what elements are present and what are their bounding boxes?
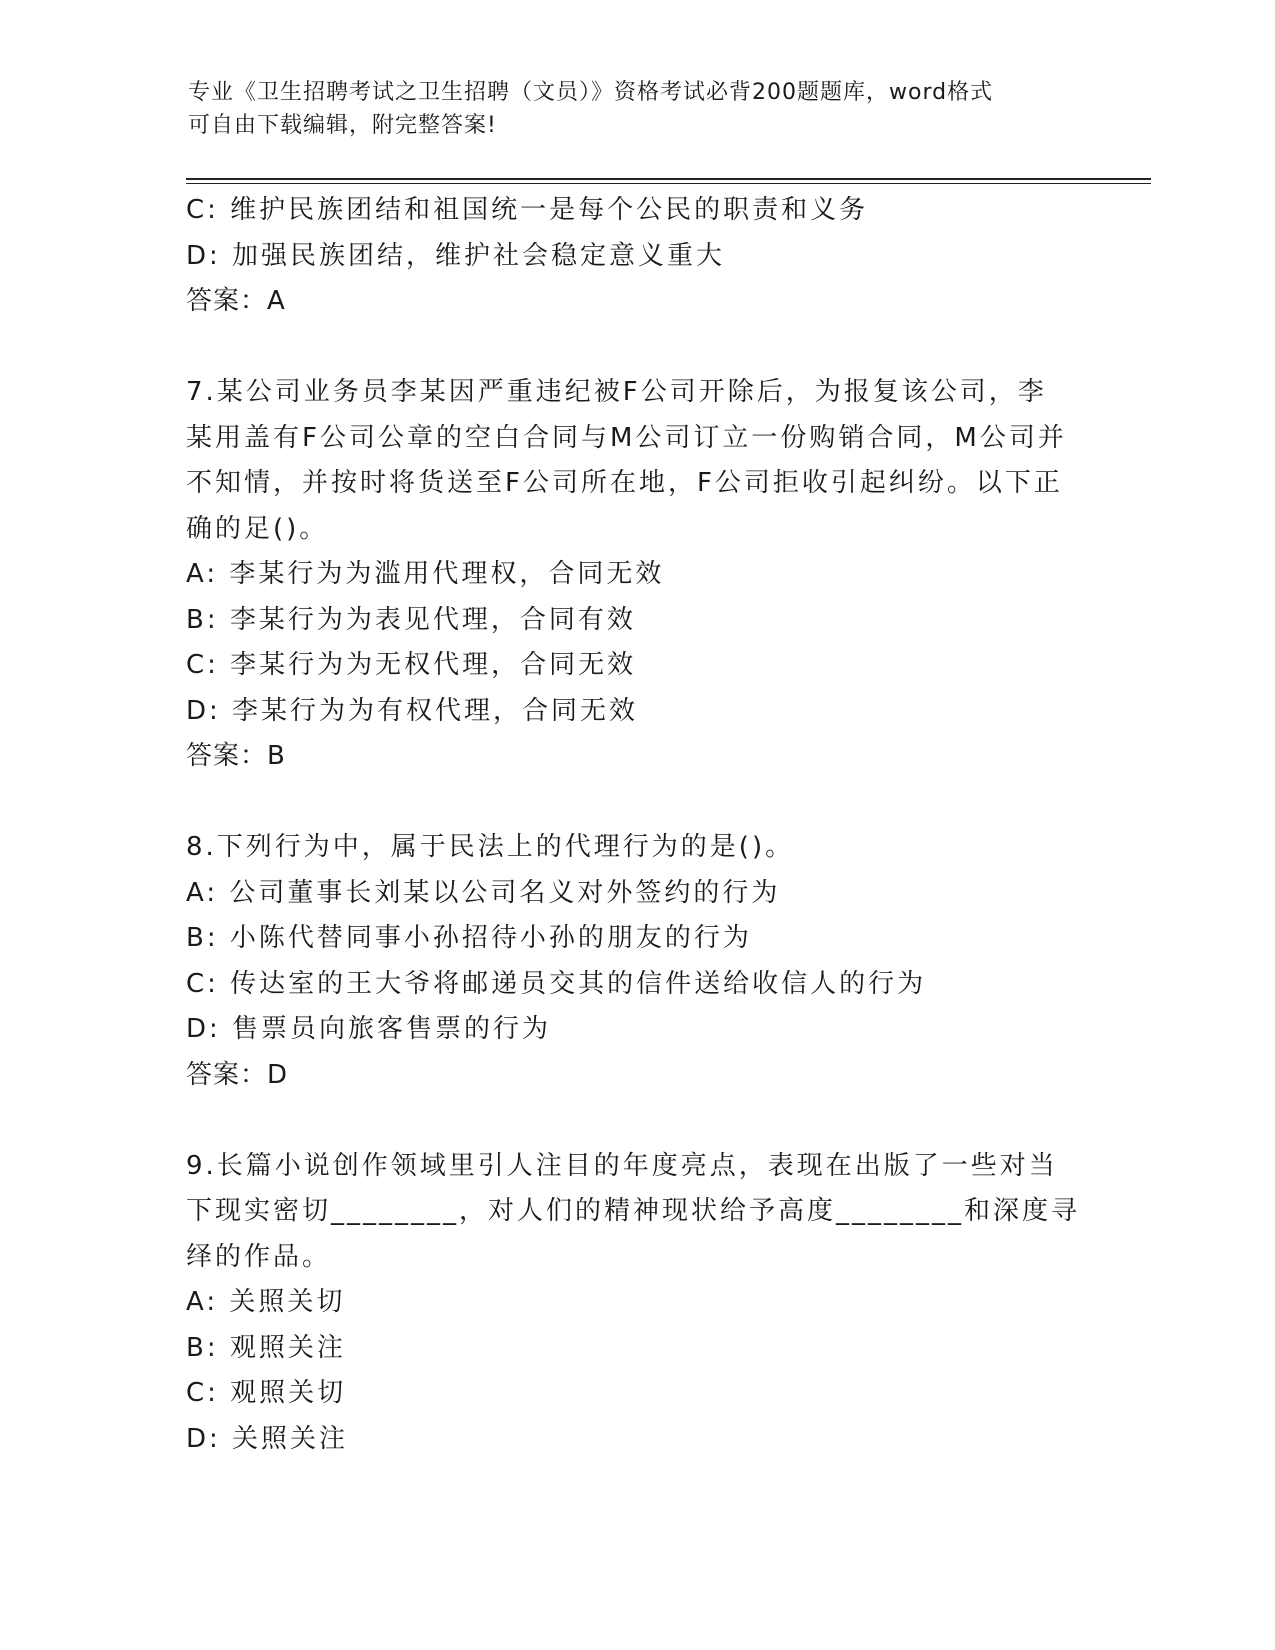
question-6 bbox=[186, 188, 1086, 325]
option-a: A: 公司董事长刘某以公司名义对外签约的行为 bbox=[186, 877, 781, 908]
option-b: B: 李某行为为表见代理，合同有效 bbox=[186, 604, 636, 635]
option-c: C: 传达室的王大爷将邮递员交其的信件送给收信人的行为 bbox=[186, 968, 927, 999]
option-b: B: 小陈代替同事小孙招待小孙的朋友的行为 bbox=[186, 923, 752, 953]
question-stem-line: 下现实密切________，对人们的精神现状给予高度________和深度寻 bbox=[186, 1196, 1081, 1226]
question-stem-line: 不知情，并按时将货送至F公司所在地，F公司拒收引起纠纷。以下正 bbox=[186, 468, 1063, 498]
question-8 bbox=[186, 825, 1086, 1098]
question-stem-line: 绎的作品。 bbox=[186, 1241, 332, 1272]
document-header bbox=[188, 76, 1068, 142]
header-line-1: 专业《卫生招聘考试之卫生招聘（文员）》资格考试必背200题题库，word格式 bbox=[188, 80, 994, 105]
option-d: D: 加强民族团结，维护社会稳定意义重大 bbox=[186, 240, 726, 271]
option-c: C: 维护民族团结和祖国统一是每个公民的职责和义务 bbox=[186, 195, 869, 225]
header-rule-thin bbox=[186, 183, 1151, 184]
spacer bbox=[186, 1098, 1086, 1144]
question-stem-line: 7.某公司业务员李某因严重违纪被F公司开除后，为报复该公司，李 bbox=[186, 377, 1047, 407]
option-c: C: 观照关切 bbox=[186, 1378, 347, 1408]
option-d: D: 李某行为为有权代理，合同无效 bbox=[186, 695, 639, 726]
option-b: B: 观照关注 bbox=[186, 1332, 346, 1363]
question-stem-line: 8.下列行为中，属于民法上的代理行为的是()。 bbox=[186, 832, 795, 862]
option-d: D: 关照关注 bbox=[186, 1423, 349, 1454]
answer: 答案：D bbox=[186, 1059, 289, 1090]
question-list bbox=[186, 188, 1086, 1462]
header-rule-thick bbox=[186, 178, 1151, 180]
answer: 答案：B bbox=[186, 741, 286, 771]
option-c: C: 李某行为为无权代理，合同无效 bbox=[186, 650, 637, 680]
question-9 bbox=[186, 1144, 1086, 1463]
question-stem-line: 9.长篇小说创作领域里引人注目的年度亮点，表现在出版了一些对当 bbox=[186, 1150, 1058, 1181]
question-stem-line: 某用盖有F公司公章的空白合同与M公司订立一份购销合同，M公司并 bbox=[186, 422, 1067, 453]
question-stem-line: 确的足()。 bbox=[186, 513, 329, 544]
question-7 bbox=[186, 370, 1086, 780]
spacer bbox=[186, 325, 1086, 371]
header-line-2: 可自由下载编辑，附完整答案! bbox=[188, 113, 497, 138]
spacer bbox=[186, 780, 1086, 826]
option-a: A: 关照关切 bbox=[186, 1287, 346, 1317]
option-a: A: 李某行为为滥用代理权，合同无效 bbox=[186, 559, 665, 589]
answer: 答案：A bbox=[186, 286, 286, 316]
option-d: D: 售票员向旅客售票的行为 bbox=[186, 1014, 552, 1044]
